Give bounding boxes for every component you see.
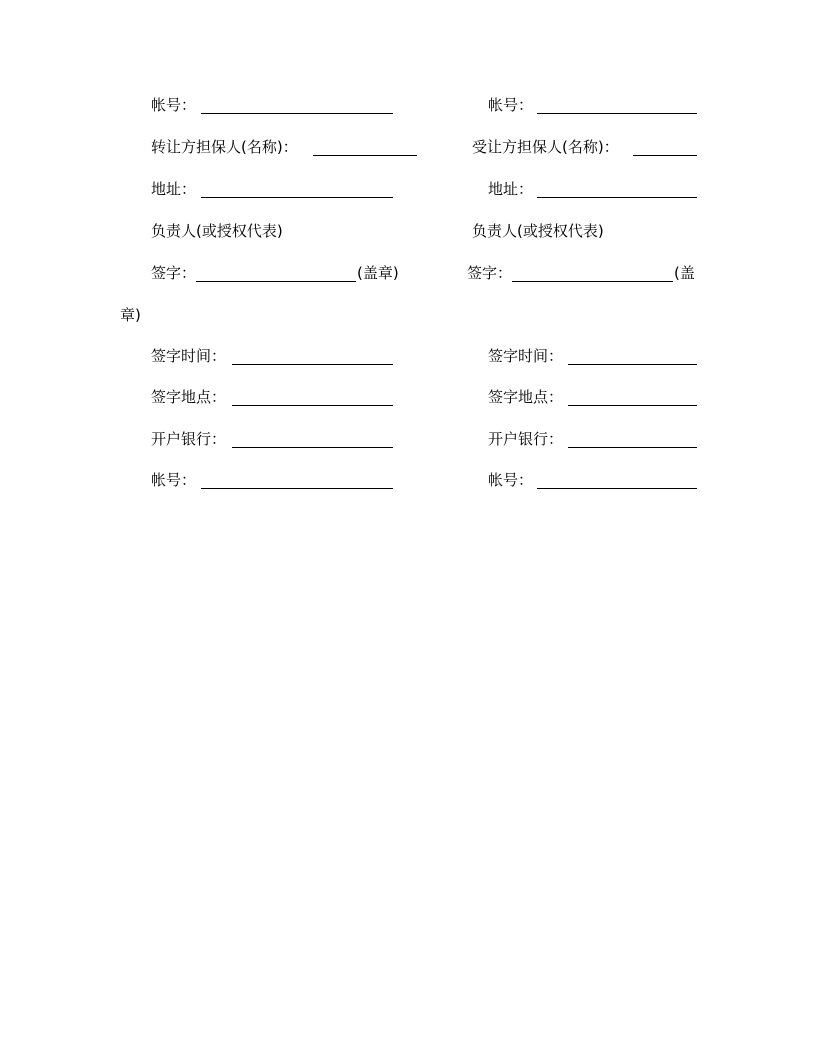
account-row-bottom bbox=[0, 469, 816, 493]
transferor-bank-blank[interactable] bbox=[232, 447, 393, 448]
transferee-guarantor-label: 受让方担保人(名称)： bbox=[472, 138, 619, 156]
seal-wrap-text: 章) bbox=[120, 306, 141, 324]
transferee-account-blank[interactable] bbox=[537, 113, 697, 114]
transferee-signing-place-field bbox=[488, 386, 698, 410]
signature-row bbox=[0, 262, 816, 286]
representative-row bbox=[0, 220, 816, 244]
transferor-signature-field bbox=[151, 262, 411, 286]
transferee-guarantor-field bbox=[472, 136, 698, 160]
transferor-guarantor-blank[interactable] bbox=[313, 155, 417, 156]
transferee-signing-time-label: 签字时间： bbox=[488, 347, 564, 365]
transferor-seal-note: (盖章) bbox=[357, 264, 399, 282]
transferee-signature-field bbox=[467, 262, 707, 286]
transferee-account-label: 帐号： bbox=[488, 96, 534, 114]
transferor-bank-label: 开户银行： bbox=[151, 430, 227, 448]
transferee-guarantor-blank[interactable] bbox=[633, 155, 697, 156]
transferee-representative-label: 负责人(或授权代表) bbox=[472, 222, 604, 240]
transferee-signing-place-label: 签字地点： bbox=[488, 388, 564, 406]
signing-time-row bbox=[0, 345, 816, 369]
bank-row bbox=[0, 428, 816, 452]
transferee-bank-account-label: 帐号： bbox=[488, 471, 534, 489]
transferor-signing-place-field bbox=[151, 386, 394, 410]
transferee-address-field bbox=[488, 178, 698, 202]
transferee-bank-account-field bbox=[488, 469, 698, 493]
transferee-signature-label: 签字： bbox=[467, 264, 513, 282]
transferor-signing-time-label: 签字时间： bbox=[151, 347, 227, 365]
transferor-signing-place-blank[interactable] bbox=[232, 405, 393, 406]
address-row bbox=[0, 178, 816, 202]
seal-wrap-row bbox=[0, 304, 816, 328]
transferee-signature-blank[interactable] bbox=[512, 281, 673, 282]
transferor-address-label: 地址： bbox=[151, 180, 197, 198]
transferor-bank-account-blank[interactable] bbox=[201, 488, 393, 489]
transferee-bank-account-blank[interactable] bbox=[537, 488, 697, 489]
transferor-guarantor-label: 转让方担保人(名称)： bbox=[151, 138, 298, 156]
guarantor-name-row bbox=[0, 136, 816, 160]
transferor-representative-field bbox=[151, 220, 351, 244]
account-row-top bbox=[0, 94, 816, 118]
transferor-representative-label: 负责人(或授权代表) bbox=[151, 222, 283, 240]
transferor-account-field bbox=[151, 94, 394, 118]
transferor-signing-time-blank[interactable] bbox=[232, 364, 393, 365]
transferee-bank-blank[interactable] bbox=[568, 447, 697, 448]
transferor-address-blank[interactable] bbox=[201, 197, 393, 198]
transferee-address-label: 地址： bbox=[488, 180, 534, 198]
transferor-address-field bbox=[151, 178, 394, 202]
transferee-bank-label: 开户银行： bbox=[488, 430, 564, 448]
transferee-account-field bbox=[488, 94, 698, 118]
transferee-address-blank[interactable] bbox=[537, 197, 697, 198]
transferor-account-blank[interactable] bbox=[201, 113, 393, 114]
transferee-representative-field bbox=[472, 220, 672, 244]
transferee-signing-time-field bbox=[488, 345, 698, 369]
transferor-bank-account-field bbox=[151, 469, 394, 493]
transferor-bank-field bbox=[151, 428, 394, 452]
signing-place-row bbox=[0, 386, 816, 410]
transferee-seal-note: (盖 bbox=[674, 264, 695, 282]
transferee-signing-place-blank[interactable] bbox=[568, 405, 697, 406]
transferor-bank-account-label: 帐号： bbox=[151, 471, 197, 489]
transferor-guarantor-field bbox=[151, 136, 418, 160]
transferor-account-label: 帐号： bbox=[151, 96, 197, 114]
transferor-signing-place-label: 签字地点： bbox=[151, 388, 227, 406]
transferor-signature-label: 签字： bbox=[151, 264, 197, 282]
transferor-signing-time-field bbox=[151, 345, 394, 369]
transferee-signing-time-blank[interactable] bbox=[568, 364, 697, 365]
transferee-bank-field bbox=[488, 428, 698, 452]
transferor-signature-blank[interactable] bbox=[196, 281, 356, 282]
